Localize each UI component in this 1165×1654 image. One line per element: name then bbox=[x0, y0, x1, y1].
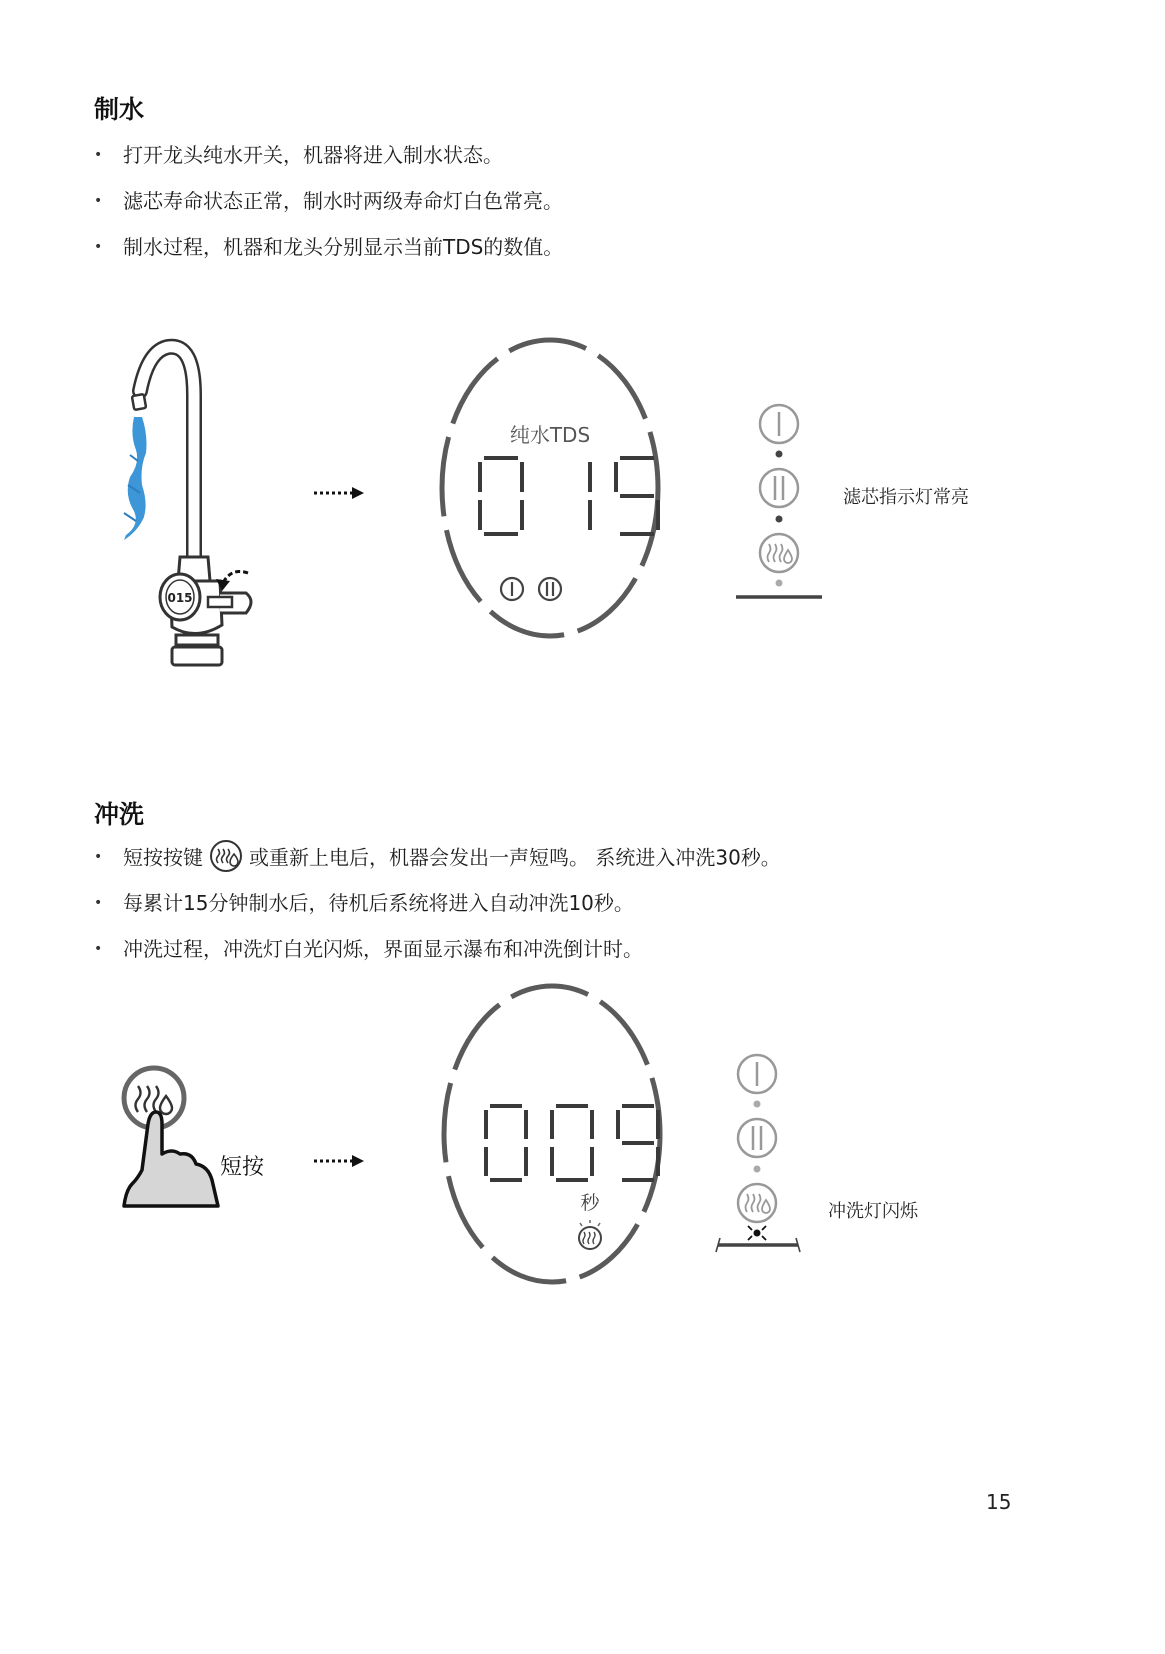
bullet-item: • 滤芯寿命状态正常，制水时两级寿命灯白色常亮。 bbox=[94, 189, 563, 213]
bullet-item: • 制水过程，机器和龙头分别显示当前TDS的数值。 bbox=[94, 235, 563, 259]
filter-indicator-caption: 滤芯指示灯常亮 bbox=[843, 487, 969, 508]
roman-one-icon bbox=[501, 578, 523, 600]
roman-two-icon bbox=[539, 578, 561, 600]
water-making-bullet-list bbox=[94, 143, 563, 281]
roman-two-icon bbox=[738, 1119, 776, 1157]
roman-one-icon bbox=[738, 1055, 776, 1093]
flushing-indicator-icon bbox=[579, 1220, 601, 1249]
flush-indicator-caption: 冲洗灯闪烁 bbox=[828, 1201, 918, 1222]
filter-indicator-stack bbox=[730, 400, 830, 604]
display-label: 纯水TDS bbox=[509, 423, 591, 447]
tds-display-panel bbox=[430, 330, 670, 646]
bullet-item: • 打开龙头纯水开关，机器将进入制水状态。 bbox=[94, 143, 563, 167]
section-title-flushing: 冲洗 bbox=[94, 800, 145, 829]
flush-indicator-stack bbox=[712, 1050, 812, 1260]
bullet-item: • 冲洗过程，冲洗灯白光闪烁，界面显示瀑布和冲洗倒计时。 bbox=[94, 937, 781, 961]
short-press-label: 短按 bbox=[220, 1155, 265, 1180]
bullet-text-after-icon: 或重新上电后，机器会发出一声短鸣。 系统进入冲洗30秒。 bbox=[249, 845, 781, 870]
steam-drop-icon bbox=[738, 1184, 776, 1222]
bullet-item bbox=[94, 845, 781, 869]
roman-two-icon bbox=[760, 469, 798, 507]
svg-text:015: 015 bbox=[167, 591, 193, 605]
faucet-illustration bbox=[110, 335, 270, 675]
seconds-label: 秒 bbox=[580, 1192, 600, 1214]
bullet-item: • 每累计15分钟制水后，待机后系统将进入自动冲洗10秒。 bbox=[94, 891, 781, 915]
roman-one-icon bbox=[760, 405, 798, 443]
water-stream-icon bbox=[124, 417, 147, 540]
seven-segment-readout bbox=[480, 458, 658, 534]
countdown-display-panel bbox=[432, 976, 672, 1292]
bullet-text-before-icon: 短按按键 bbox=[123, 845, 203, 870]
blink-spark-icon bbox=[748, 1226, 766, 1240]
seven-segment-readout bbox=[486, 1106, 658, 1180]
flush-button-icon bbox=[209, 839, 243, 873]
steam-drop-icon bbox=[760, 534, 798, 572]
faucet-mini-display bbox=[160, 574, 200, 620]
finger-press-illustration bbox=[116, 1060, 228, 1210]
page-number: 15 bbox=[986, 1490, 1012, 1514]
dotted-arrow-icon bbox=[312, 486, 366, 500]
section-title-water-making: 制水 bbox=[94, 95, 145, 124]
flushing-bullet-list bbox=[94, 845, 781, 983]
dotted-arrow-icon bbox=[312, 1154, 366, 1168]
